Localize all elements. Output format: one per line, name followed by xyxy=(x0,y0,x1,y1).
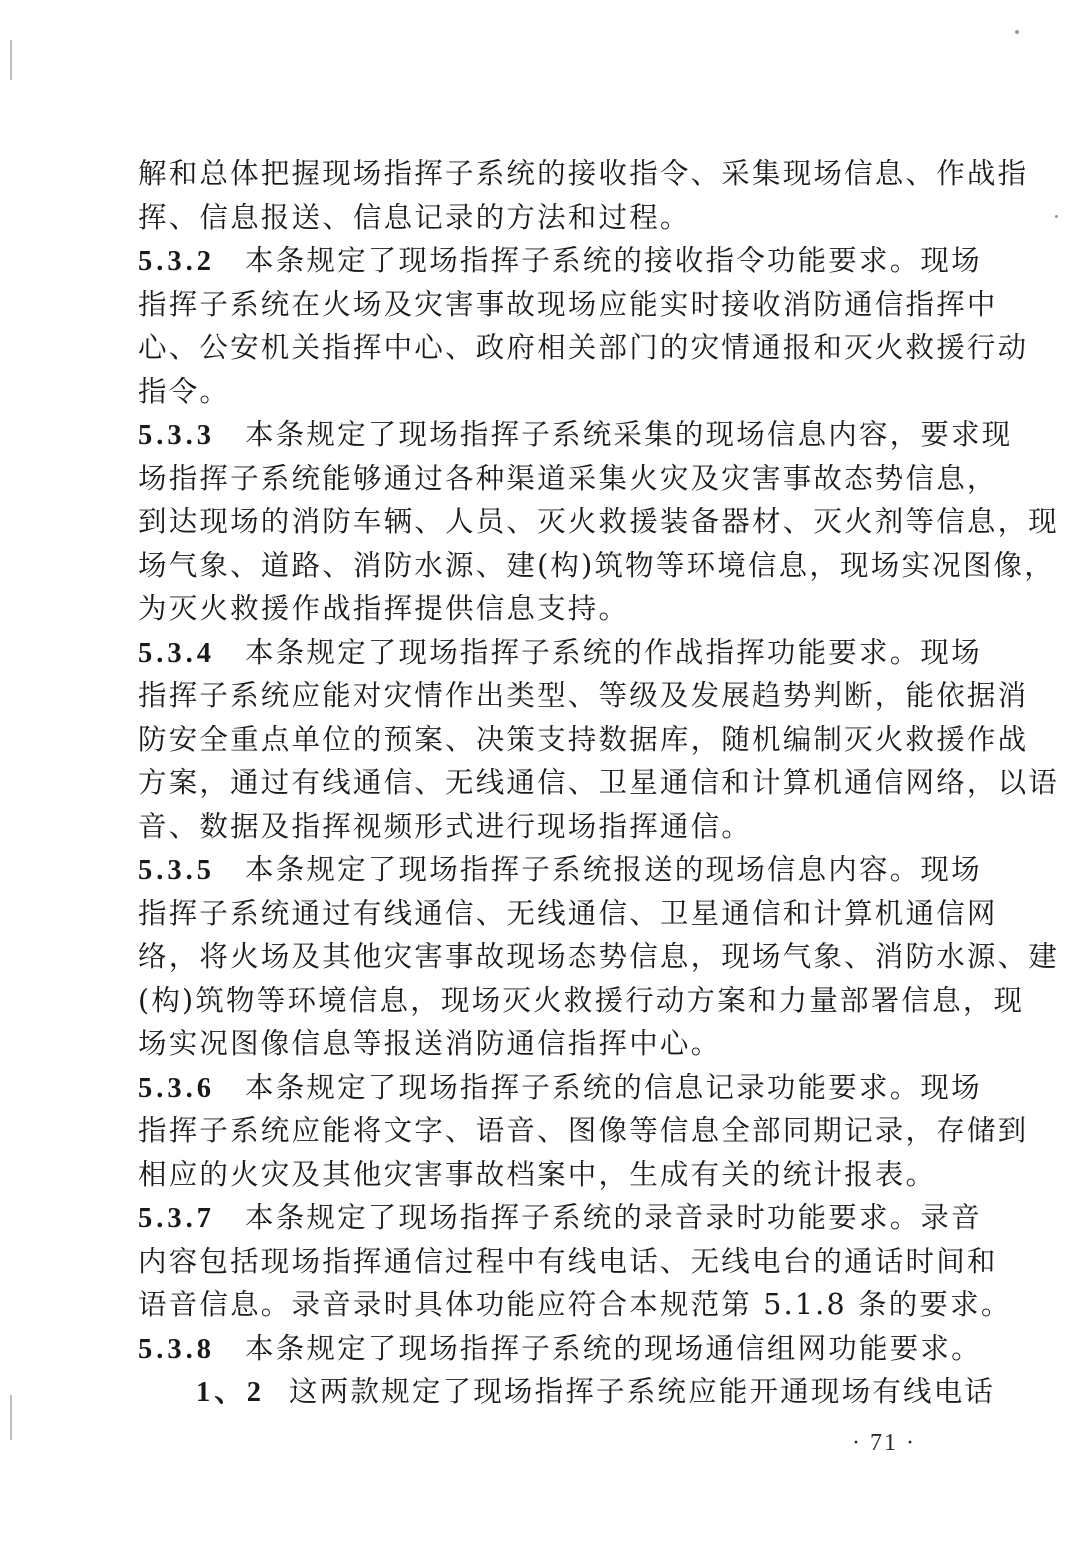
text-line: 挥、信息报送、信息记录的方法和过程。 xyxy=(138,200,691,234)
text-line: 场实况图像信息等报送消防通信指挥中心。 xyxy=(138,1027,722,1060)
text-line: 指挥子系统应能对灾情作出类型、等级及发展趋势判断，能依据消 xyxy=(138,679,1029,712)
left-scan-edge xyxy=(10,40,12,80)
text-line: (构)筑物等环境信息，现场灭火救援行动方案和力量部署信息，现 xyxy=(138,983,1025,1017)
text-line: 音、数据及指挥视频形式进行现场指挥通信。 xyxy=(138,809,753,843)
clause-number: 5.3.6 xyxy=(138,1072,215,1104)
text-line: 内容包括现场指挥通信过程中有线电话、无线电台的通话时间和 xyxy=(138,1244,998,1278)
item-line: 1、2 这两款规定了现场指挥子系统应能开通现场有线电话 xyxy=(196,1375,996,1408)
text-line: 到达现场的消防车辆、人员、灭火救援装备器材、灭火剂等信息，现 xyxy=(138,505,1060,538)
text-line: 指挥子系统通过有线通信、无线通信、卫星通信和计算机通信网 xyxy=(138,896,998,930)
clause-line: 5.3.2 本条规定了现场指挥子系统的接收指令功能要求。现场 xyxy=(138,244,982,277)
text-line: 指挥子系统应能将文字、语音、图像等信息全部同期记录，存储到 xyxy=(138,1114,1029,1147)
text-line: 场气象、道路、消防水源、建(构)筑物等环境信息，现场实况图像， xyxy=(138,548,1055,582)
text-line: 场指挥子系统能够通过各种渠道采集火灾及灾害事故态势信息， xyxy=(138,461,998,495)
body-text xyxy=(138,152,1060,1414)
text-line: 防安全重点单位的预案、决策支持数据库，随机编制灭火救援作战 xyxy=(138,722,1029,756)
text-line: 解和总体把握现场指挥子系统的接收指令、采集现场信息、作战指 xyxy=(138,157,1029,190)
text-line: 指挥子系统在火场及灾害事故现场应能实时接收消防通信指挥中 xyxy=(138,287,998,321)
clause-number: 5.3.2 xyxy=(138,246,215,277)
page-number: · 71 · xyxy=(852,1430,916,1456)
item-number: 1、2 xyxy=(196,1377,266,1408)
text-line: 指令。 xyxy=(138,374,231,408)
clause-line: 5.3.5 本条规定了现场指挥子系统报送的现场信息内容。现场 xyxy=(138,853,982,886)
text-line: 相应的火灾及其他灾害事故档案中，生成有关的统计报表。 xyxy=(138,1157,937,1191)
clause-number: 5.3.7 xyxy=(138,1203,215,1234)
clause-line: 5.3.6 本条规定了现场指挥子系统的信息记录功能要求。现场 xyxy=(138,1070,982,1104)
clause-number: 5.3.4 xyxy=(138,637,215,669)
clause-line: 5.3.7 本条规定了现场指挥子系统的录音录时功能要求。录音 xyxy=(138,1201,982,1234)
left-scan-edge-lower xyxy=(10,1395,12,1440)
clause-number: 5.3.3 xyxy=(138,420,215,451)
text-line: 络，将火场及其他灾害事故现场态势信息，现场气象、消防水源、建 xyxy=(138,940,1060,973)
clause-line: 5.3.4 本条规定了现场指挥子系统的作战指挥功能要求。现场 xyxy=(138,635,982,669)
text-line: 心、公安机关指挥中心、政府相关部门的灾情通报和灭火救援行动 xyxy=(138,331,1029,364)
scan-speck xyxy=(1015,30,1019,34)
clause-number: 5.3.8 xyxy=(138,1333,215,1365)
scan-speck xyxy=(1055,215,1058,218)
text-line: 语音信息。录音录时具体功能应符合本规范第 5.1.8 条的要求。 xyxy=(138,1288,1012,1321)
text-line: 为灭火救援作战指挥提供信息支持。 xyxy=(138,592,630,625)
clause-line: 5.3.8 本条规定了现场指挥子系统的现场通信组网功能要求。 xyxy=(138,1331,982,1365)
text-line: 方案，通过有线通信、无线通信、卫星通信和计算机通信网络，以语 xyxy=(138,766,1060,799)
clause-line: 5.3.3 本条规定了现场指挥子系统采集的现场信息内容，要求现 xyxy=(138,418,1013,451)
clause-number: 5.3.5 xyxy=(138,855,215,886)
